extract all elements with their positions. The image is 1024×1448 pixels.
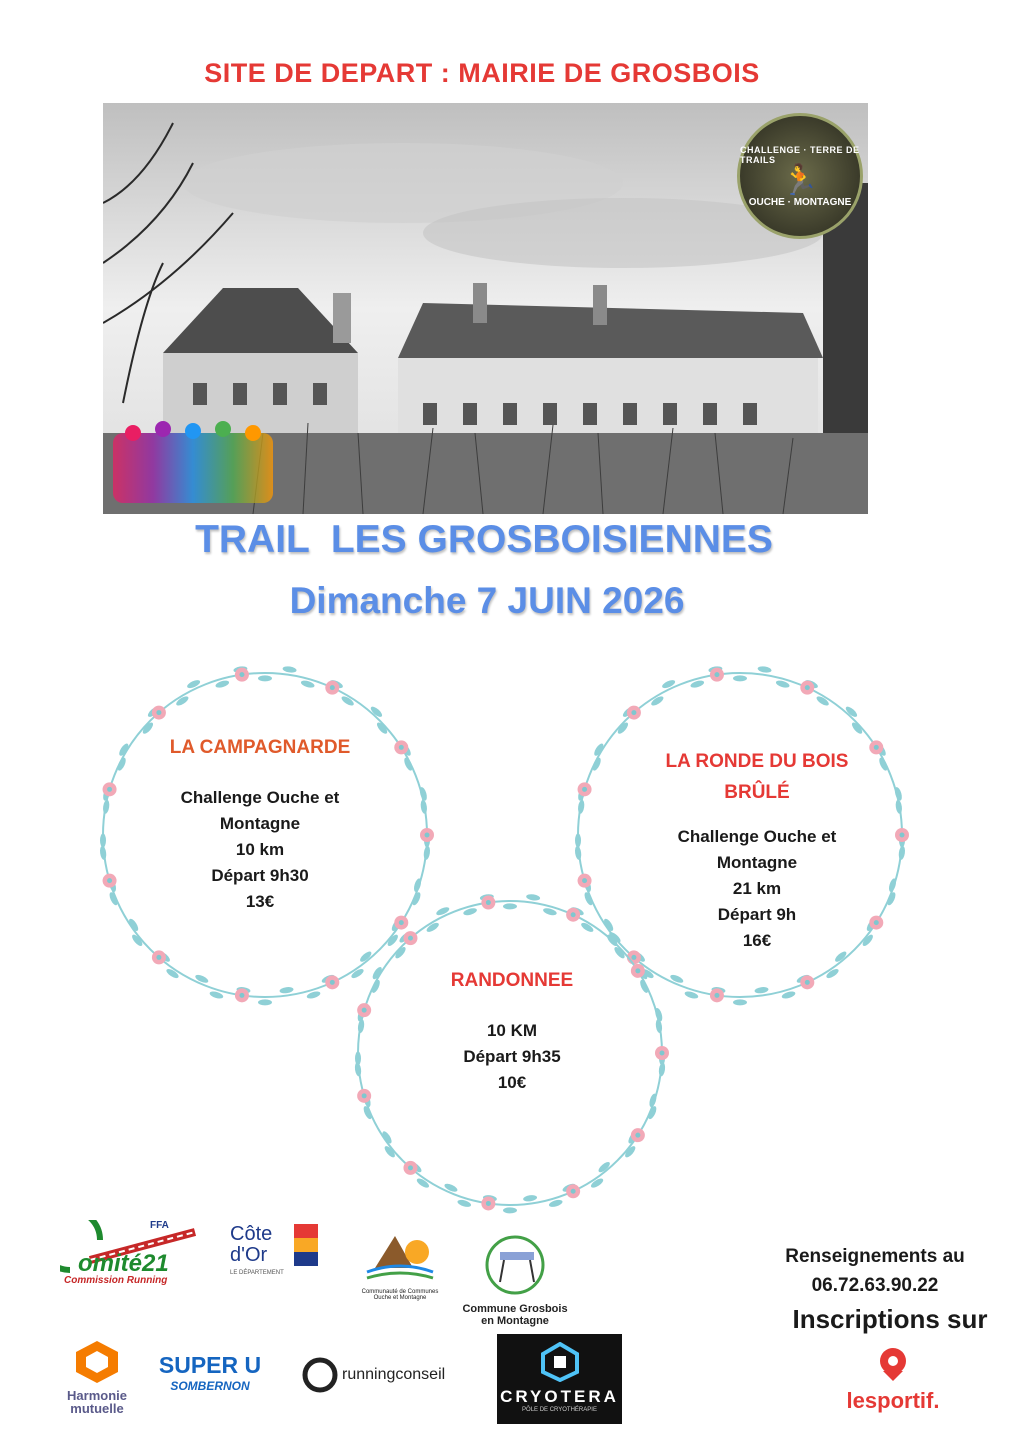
badge-top-text: CHALLENGE · TERRE DE TRAILS (740, 144, 860, 165)
wreath-leaf (590, 1177, 605, 1190)
wreath-leaf (650, 695, 665, 708)
wreath-leaf (357, 1019, 365, 1034)
runners-silhouettes-icon (113, 421, 273, 503)
wreath-flower (152, 706, 166, 720)
wreath-flower (578, 874, 592, 888)
wreath-leaf (627, 1130, 640, 1145)
inscriptions-label: Inscriptions sur (792, 1304, 988, 1334)
cotedor-line1: Côte (230, 1223, 273, 1245)
wreath-leaf (102, 786, 112, 801)
hexagon-icon (72, 1338, 122, 1384)
wreath-leaf (306, 990, 321, 1000)
wreath-leaf (621, 705, 636, 719)
wreath-flower (710, 988, 724, 1002)
wreath-leaf (647, 1105, 658, 1120)
wreath-flower-center (408, 936, 413, 941)
lesportif-logo[interactable] (838, 1345, 948, 1414)
communaute-communes-logo (355, 1228, 445, 1318)
wreath-leaf (655, 1019, 663, 1034)
wreath-leaf (583, 878, 593, 893)
wreath-flower (394, 916, 408, 930)
wreath-leaf (757, 666, 772, 674)
wreath-leaf (354, 1062, 362, 1077)
wreath-leaf (186, 678, 201, 689)
wreath-leaf (503, 903, 517, 909)
wreath-flower (710, 668, 724, 682)
wreath-leaf (548, 1199, 563, 1209)
race-line: Challenge Ouche et (180, 788, 340, 807)
wreath-leaf (127, 917, 140, 932)
wreath-leaf (654, 1007, 664, 1022)
comite-name: omité21 (78, 1250, 169, 1277)
wreath-leaf (386, 933, 400, 948)
race-randonnee (372, 965, 652, 1096)
wreath-flower-center (631, 710, 636, 715)
wreath-leaf (570, 906, 585, 917)
wreath-flower (578, 782, 592, 796)
wreath-flower (800, 975, 814, 989)
wreath-leaf (381, 1130, 394, 1145)
wreath-leaf (99, 846, 107, 861)
cryotera-cube-icon (540, 1342, 580, 1382)
wreath-flower-center (239, 672, 244, 677)
wreath-leaf (815, 695, 830, 708)
wreath-leaf (542, 907, 557, 917)
wreath-leaf (561, 1182, 576, 1193)
comite21-logo (60, 1220, 200, 1290)
wreath-flower-center (486, 1201, 491, 1206)
wreath-flower (103, 782, 117, 796)
mountain-icon (355, 1228, 445, 1284)
wreath-flower-center (330, 685, 335, 690)
cote-dor-logo (230, 1224, 324, 1286)
wreath-flower-center (571, 912, 576, 917)
race-distance: 10 km (235, 840, 285, 859)
wreath-flower (403, 1161, 417, 1175)
badge-bottom-text: OUCHE · MONTAGNE (748, 196, 852, 208)
wreath-leaf (390, 917, 403, 932)
wreath-leaf (209, 990, 224, 1000)
wreath-leaf (457, 1199, 472, 1209)
wreath-leaf (358, 950, 373, 964)
race-title: LA RONDE DU BOIS (665, 751, 849, 772)
wreath-leaf (233, 666, 248, 674)
race-start-time: Départ 9h (717, 905, 797, 924)
wreath-leaf (282, 666, 297, 674)
wreath-flower-center (635, 1133, 640, 1138)
wreath-flower-center (107, 878, 112, 883)
wreath-leaf (383, 1145, 397, 1160)
wreath-leaf (258, 675, 272, 681)
wreath-leaf (157, 950, 172, 964)
race-title: LA CAMPAGNARDE (169, 737, 351, 758)
wreath-flower-center (714, 672, 719, 677)
communaute-line2: Ouche et Montagne (373, 1295, 427, 1301)
wreath-leaf (415, 1177, 430, 1190)
wreath-leaf (661, 678, 676, 689)
wreath-flower-center (714, 993, 719, 998)
wreath-leaf (398, 931, 413, 945)
wreath-flower-center (362, 1093, 367, 1098)
race-title: RANDONNEE (450, 970, 574, 991)
cryotera-sub: PÔLE DE CRYOTHÉRAPIE (522, 1407, 597, 1413)
wreath-leaf (623, 1145, 637, 1160)
wreath-leaf (574, 846, 582, 861)
communaute-line1: Communauté de Communes (361, 1289, 439, 1295)
superu-name: SUPER U (158, 1352, 262, 1378)
race-price: 10€ (497, 1073, 527, 1092)
wreath-flower-center (571, 1189, 576, 1194)
wreath-flower (103, 874, 117, 888)
challenge-badge-logo (737, 113, 863, 239)
wreath-leaf (356, 1007, 366, 1022)
wreath-leaf (690, 679, 705, 689)
event-date: Dimanche 7 JUIN 2026 (289, 580, 685, 621)
wreath-leaf (400, 742, 413, 757)
wreath-leaf (435, 906, 450, 917)
wreath-flower-center (408, 1165, 413, 1170)
grosbois-line2: en Montagne (481, 1315, 549, 1327)
wreath-flower (420, 828, 434, 842)
grosbois-commune-logo (460, 1232, 570, 1327)
wreath-leaf (102, 799, 110, 814)
wreath-flower (152, 950, 166, 964)
cotedor-line2: d'Or (230, 1244, 268, 1266)
wreath-leaf (597, 1160, 612, 1174)
cryotera-name: CRYOTERA (500, 1387, 619, 1406)
running-conseil-name: runningconseil (342, 1366, 446, 1383)
wreath-leaf (394, 945, 408, 960)
wreath-leaf (108, 891, 119, 906)
wreath-leaf (775, 679, 790, 689)
wreath-leaf (684, 990, 699, 1000)
wreath-leaf (340, 695, 355, 708)
wreath-leaf (733, 675, 747, 681)
wreath-leaf (850, 721, 864, 736)
wreath-leaf (443, 1182, 458, 1193)
cryotera-logo (497, 1334, 622, 1424)
wreath-flower (357, 1089, 371, 1103)
ffa-label: FFA (150, 1220, 169, 1231)
wreath-leaf (711, 986, 726, 994)
wreath-flower (655, 1046, 669, 1060)
wreath-leaf (804, 678, 819, 689)
wreath-flower (481, 1196, 495, 1210)
wreath-leaf (165, 967, 180, 980)
race-line: Montagne (716, 853, 798, 872)
race-line: Montagne (219, 814, 301, 833)
wreath-leaf (754, 986, 769, 994)
wreath-leaf (825, 967, 840, 980)
wreath-flower (566, 1184, 580, 1198)
wreath-leaf (575, 833, 581, 847)
wreath-leaf (329, 678, 344, 689)
wreath-leaf (362, 1093, 372, 1108)
wreath-flower (800, 681, 814, 695)
harmonie-line1: Harmonie (67, 1388, 127, 1403)
race-title: BRÛLÉ (724, 782, 790, 803)
wreath-flower-center (239, 993, 244, 998)
wreath-flower-center (362, 1008, 367, 1013)
runner-icon: 🏃 (781, 163, 819, 197)
wreath-leaf (424, 833, 430, 847)
wreath-flower (235, 988, 249, 1002)
wreath-leaf (796, 973, 811, 984)
wreath-leaf (708, 666, 723, 674)
wreath-leaf (483, 1194, 498, 1202)
superu-sub: SOMBERNON (170, 1379, 250, 1393)
wreath-leaf (523, 1194, 538, 1202)
wreath-leaf (423, 846, 431, 861)
wreath-flower (631, 1128, 645, 1142)
wreath-leaf (583, 891, 594, 906)
wreath-flower-center (582, 878, 587, 883)
wreath-leaf (411, 891, 422, 906)
wreath-flower (481, 896, 495, 910)
wreath-leaf (844, 705, 859, 719)
wreath-leaf (403, 757, 414, 772)
running-conseil-icon (302, 1357, 338, 1393)
race-campagnarde (120, 737, 400, 915)
race-line: Challenge Ouche et (677, 827, 837, 846)
wreath-leaf (279, 986, 294, 994)
wreath-leaf (526, 893, 541, 901)
wreath-leaf (463, 907, 478, 917)
wreath-leaf (577, 799, 585, 814)
wreath-flower-center (805, 980, 810, 985)
wreath-leaf (146, 705, 161, 719)
race-price: 16€ (742, 931, 772, 950)
cotedor-sub: LE DÉPARTEMENT (230, 1270, 284, 1276)
race-start-time: Départ 9h30 (211, 866, 309, 885)
race-distance: 10 KM (486, 1021, 538, 1040)
wreath-leaf (659, 1051, 665, 1065)
wreath-leaf (108, 878, 118, 893)
wreath-leaf (591, 757, 602, 772)
wreath-flower-center (156, 710, 161, 715)
wreath-flower-center (425, 833, 430, 838)
phone-number[interactable]: 06.72.63.90.22 (811, 1275, 939, 1296)
wreath-flower (403, 931, 417, 945)
info-block (740, 1242, 1010, 1300)
harmonie-mutuelle-logo (62, 1338, 132, 1415)
wreath-flower-center (107, 787, 112, 792)
wreath-leaf (592, 742, 605, 757)
wreath-flower (325, 975, 339, 989)
race-distance: 21 km (732, 879, 782, 898)
wreath-leaf (781, 990, 796, 1000)
wreath-flower-center (399, 920, 404, 925)
race-start-time: Départ 9h35 (463, 1047, 561, 1066)
super-u-logo (155, 1352, 265, 1393)
wreath-flower-center (582, 787, 587, 792)
wreath-leaf (616, 721, 630, 736)
wreath-leaf (258, 999, 272, 1005)
wreath-leaf (100, 833, 106, 847)
departure-site-header: SITE DE DEPART : MAIRIE DE GROSBOIS (204, 58, 760, 88)
wreath-flower (235, 668, 249, 682)
wreath-leaf (321, 973, 336, 984)
wreath-flower (627, 706, 641, 720)
wreath-leaf (194, 973, 209, 984)
info-label: Renseignements au (785, 1246, 965, 1267)
wreath-flower (566, 908, 580, 922)
wreath-leaf (419, 786, 429, 801)
wreath-leaf (362, 1105, 373, 1120)
wreath-leaf (175, 695, 190, 708)
wreath-leaf (215, 679, 230, 689)
wreath-flower-center (660, 1051, 665, 1056)
race-ronde-du-bois (612, 746, 902, 954)
wreath-leaf (425, 921, 440, 934)
wreath-leaf (413, 878, 423, 893)
wreath-leaf (503, 1207, 517, 1213)
wreath-flower (357, 1003, 371, 1017)
wreath-flower-center (156, 955, 161, 960)
harmonie-line2: mutuelle (70, 1401, 124, 1416)
wreath-leaf (409, 1160, 424, 1174)
running-conseil-logo (302, 1355, 472, 1395)
event-title: TRAIL LES GROSBOISIENNES (195, 518, 773, 561)
wreath-leaf (300, 679, 315, 689)
wreath-flower-center (330, 980, 335, 985)
wreath-leaf (669, 973, 684, 984)
wreath-leaf (479, 893, 494, 901)
location-pin-icon (873, 1345, 913, 1383)
wreath-leaf (236, 986, 251, 994)
wreath-leaf (658, 1062, 666, 1077)
wreath-flower (325, 681, 339, 695)
grosbois-emblem-icon (480, 1232, 550, 1298)
grosbois-line1: Commune Grosbois (462, 1303, 568, 1315)
race-price: 13€ (245, 892, 275, 911)
lesportif-name: lesportif. (846, 1388, 940, 1413)
wreath-leaf (350, 967, 365, 980)
wreath-flower-center (805, 685, 810, 690)
wreath-flower-center (631, 955, 636, 960)
wreath-leaf (420, 799, 428, 814)
wreath-leaf (141, 721, 155, 736)
wreath-leaf (580, 921, 595, 934)
wreath-leaf (577, 786, 587, 801)
wreath-leaf (355, 1051, 361, 1065)
comite-sub: Commission Running (64, 1275, 168, 1286)
wreath-leaf (369, 705, 384, 719)
wreath-leaf (733, 999, 747, 1005)
wreath-leaf (130, 933, 144, 948)
wreath-flower-center (486, 900, 491, 905)
wreath-leaf (375, 721, 389, 736)
